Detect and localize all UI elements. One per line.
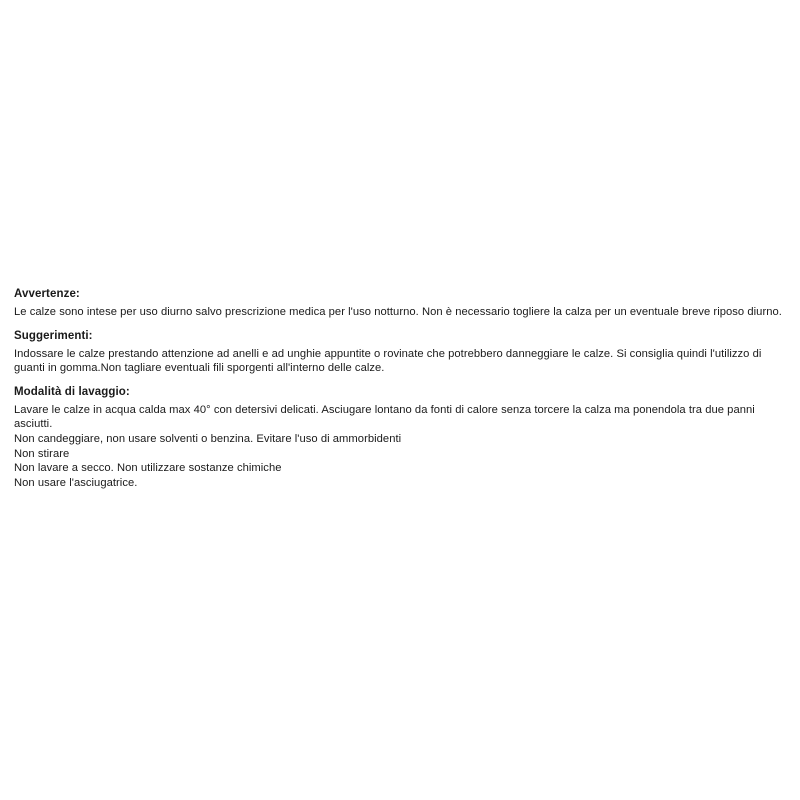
paragraph: Le calze sono intese per uso diurno salvo prescrizione medica per l'uso notturno. Non è necessario togliere la calza per un eventuale breve riposo diurno. [14, 306, 782, 318]
section-heading-modalita-di-lavaggio: Modalità di lavaggio: [14, 385, 130, 398]
section-modalita-di-lavaggio [14, 385, 786, 491]
section-body-modalita-di-lavaggio [14, 403, 786, 491]
section-body-avvertenze [14, 305, 786, 320]
section-suggerimenti [14, 329, 786, 376]
section-heading-suggerimenti: Suggerimenti: [14, 329, 93, 342]
paragraph: Non stirare [14, 447, 70, 460]
section-avvertenze [14, 287, 786, 320]
section-body-suggerimenti [14, 347, 786, 376]
paragraph: Non usare l'asciugatrice. [14, 476, 138, 489]
paragraph: Non lavare a secco. Non utilizzare sostanze chimiche [14, 462, 282, 475]
paragraph: Lavare le calze in acqua calda max 40° con detersivi delicati. Asciugare lontano da fonti di calore senza torcere la calza ma ponendola tra due panni asciutti. [14, 403, 755, 431]
paragraph: Indossare le calze prestando attenzione ad anelli e ad unghie appuntite o rovinate che potrebbero danneggiare le calze. Si consiglia quindi l'utilizzo di guanti in gomma.Non tagliare eventuali fili sporgenti all'interno delle calze. [14, 347, 762, 375]
document-content [14, 287, 786, 499]
paragraph: Non candeggiare, non usare solventi o benzina. Evitare l'uso di ammorbidenti [14, 432, 402, 445]
section-heading-avvertenze: Avvertenze: [14, 288, 80, 300]
